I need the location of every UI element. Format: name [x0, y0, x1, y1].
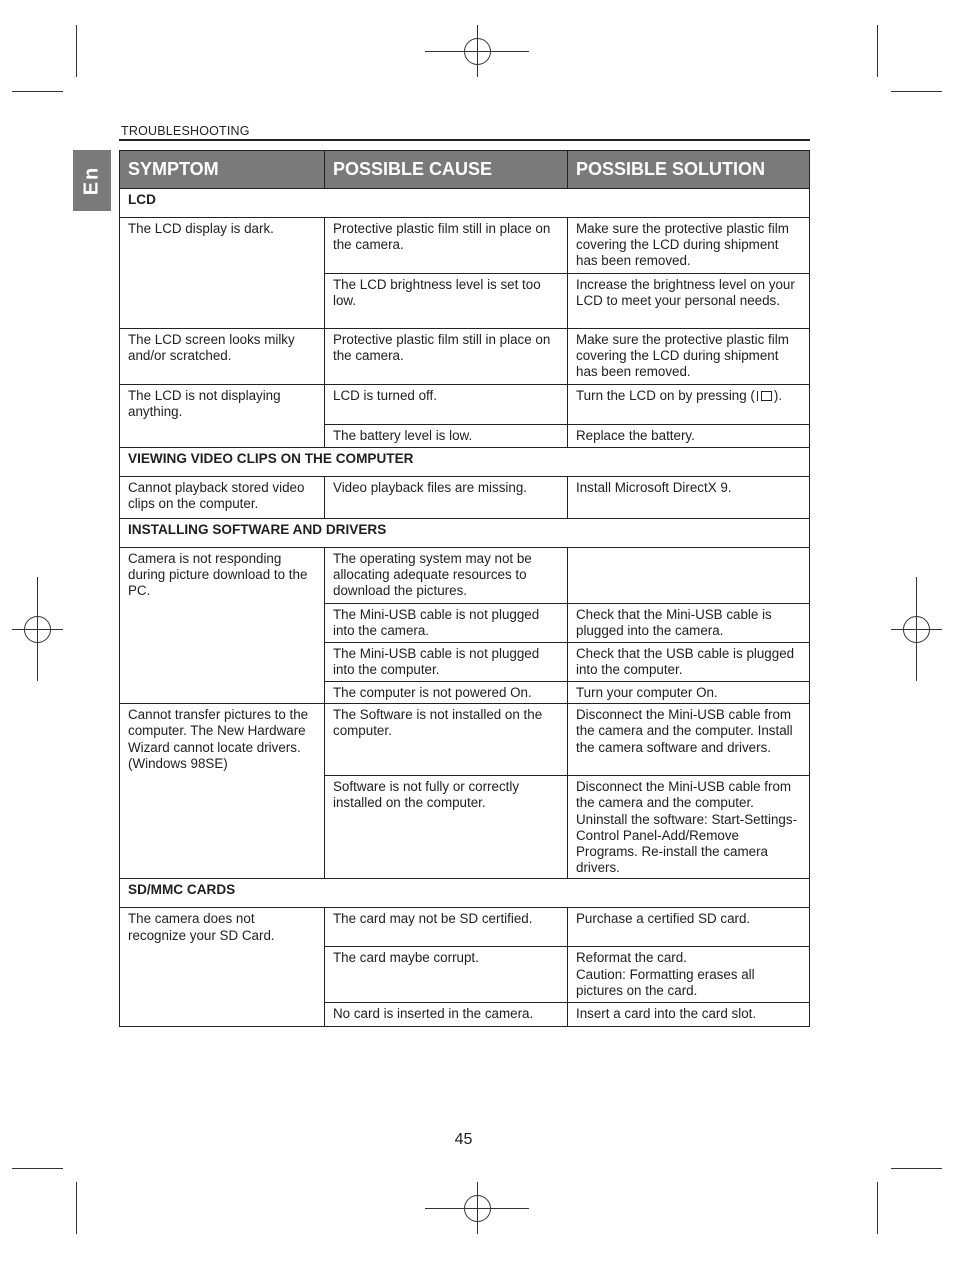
table-header-row [120, 151, 810, 189]
solution-cell [568, 385, 810, 425]
solution-cell: Disconnect the Mini-USB cable from the camera and the computer. Uninstall the software: Start-Settings-Control Panel-Add/Remove Programs. Re-install the camera drivers. [568, 776, 810, 879]
crop-mark [891, 1168, 942, 1169]
symptom-cell: The LCD display is dark. [120, 218, 325, 329]
cause-cell: Protective plastic film still in place on the camera. [325, 329, 568, 385]
section-label: TROUBLESHOOTING [121, 124, 250, 138]
category-row [120, 519, 810, 548]
table-row [120, 548, 810, 604]
cause-cell: The battery level is low. [325, 425, 568, 448]
registration-circle-icon [464, 38, 491, 65]
crop-mark [12, 91, 63, 92]
solution-cell: Insert a card into the card slot. [568, 1003, 810, 1027]
symptom-cell: The LCD is not displaying anything. [120, 385, 325, 448]
symptom-cell: The camera does not recognize your SD Card. [120, 908, 325, 1027]
cause-cell: The Mini-USB cable is not plugged into the computer. [325, 643, 568, 682]
category-software: INSTALLING SOFTWARE AND DRIVERS [120, 519, 810, 548]
cause-cell: The Mini-USB cable is not plugged into the camera. [325, 604, 568, 643]
cause-cell: The operating system may not be allocating adequate resources to download the pictures. [325, 548, 568, 604]
table-row [120, 385, 810, 425]
registration-circle-icon [464, 1195, 491, 1222]
solution-cell: Turn your computer On. [568, 682, 810, 704]
solution-cell [568, 548, 810, 604]
category-row [120, 448, 810, 477]
category-sd: SD/MMC CARDS [120, 879, 810, 908]
cause-cell: Video playback files are missing. [325, 477, 568, 519]
header-rule [119, 139, 810, 141]
cause-cell: The computer is not powered On. [325, 682, 568, 704]
category-video: VIEWING VIDEO CLIPS ON THE COMPUTER [120, 448, 810, 477]
troubleshooting-table [119, 150, 810, 1027]
solution-cell: Check that the USB cable is plugged into the computer. [568, 643, 810, 682]
cause-cell: The Software is not installed on the computer. [325, 704, 568, 776]
solution-cell: Make sure the protective plastic film covering the LCD during shipment has been removed. [568, 329, 810, 385]
header-possible-cause: POSSIBLE CAUSE [325, 151, 568, 189]
lcd-button-icon [756, 391, 773, 401]
crop-mark [877, 1182, 878, 1234]
solution-cell: Make sure the protective plastic film covering the LCD during shipment has been removed. [568, 218, 810, 274]
header-possible-solution: POSSIBLE SOLUTION [568, 151, 810, 189]
category-row [120, 879, 810, 908]
cause-cell: Protective plastic film still in place on the camera. [325, 218, 568, 274]
solution-cell: Increase the brightness level on your LCD to meet your personal needs. [568, 274, 810, 329]
symptom-cell: Camera is not responding during picture download to the PC. [120, 548, 325, 704]
crop-mark [76, 1182, 77, 1234]
cause-cell: LCD is turned off. [325, 385, 568, 425]
crop-mark [891, 91, 942, 92]
crop-mark [877, 25, 878, 77]
cause-cell: Software is not fully or correctly installed on the computer. [325, 776, 568, 879]
solution-cell: Purchase a certified SD card. [568, 908, 810, 947]
category-row [120, 189, 810, 218]
solution-text: Turn the LCD on by pressing ( [576, 388, 755, 403]
crop-mark [76, 25, 77, 77]
table-row [120, 329, 810, 385]
cause-cell: The LCD brightness level is set too low. [325, 274, 568, 329]
language-tab-label: En [80, 165, 103, 196]
cause-cell: The card may not be SD certified. [325, 908, 568, 947]
registration-circle-icon [24, 616, 51, 643]
table-row [120, 908, 810, 947]
crop-mark [12, 1168, 63, 1169]
solution-cell: Disconnect the Mini-USB cable from the camera and the computer. Install the camera software and drivers. [568, 704, 810, 776]
page-number: 45 [454, 1131, 473, 1148]
registration-circle-icon [903, 616, 930, 643]
solution-cell [568, 947, 810, 1003]
symptom-cell: Cannot transfer pictures to the computer. The New Hardware Wizard cannot locate drivers. (Windows 98SE) [120, 704, 325, 879]
table-row [120, 704, 810, 776]
language-tab [73, 150, 111, 211]
category-lcd: LCD [120, 189, 810, 218]
solution-text: Reformat the card. [576, 950, 687, 966]
symptom-cell: The LCD screen looks milky and/or scratched. [120, 329, 325, 385]
table-row [120, 218, 810, 274]
solution-cell: Replace the battery. [568, 425, 810, 448]
symptom-cell: Cannot playback stored video clips on the computer. [120, 477, 325, 519]
solution-cell: Install Microsoft DirectX 9. [568, 477, 810, 519]
solution-cell: Check that the Mini-USB cable is plugged into the camera. [568, 604, 810, 643]
header-symptom: SYMPTOM [120, 151, 325, 189]
cause-cell: No card is inserted in the camera. [325, 1003, 568, 1027]
table-row [120, 477, 810, 519]
solution-text: ). [773, 388, 783, 403]
cause-cell: The card maybe corrupt. [325, 947, 568, 1003]
solution-text: Caution: Formatting erases all pictures on the card. [576, 966, 755, 998]
